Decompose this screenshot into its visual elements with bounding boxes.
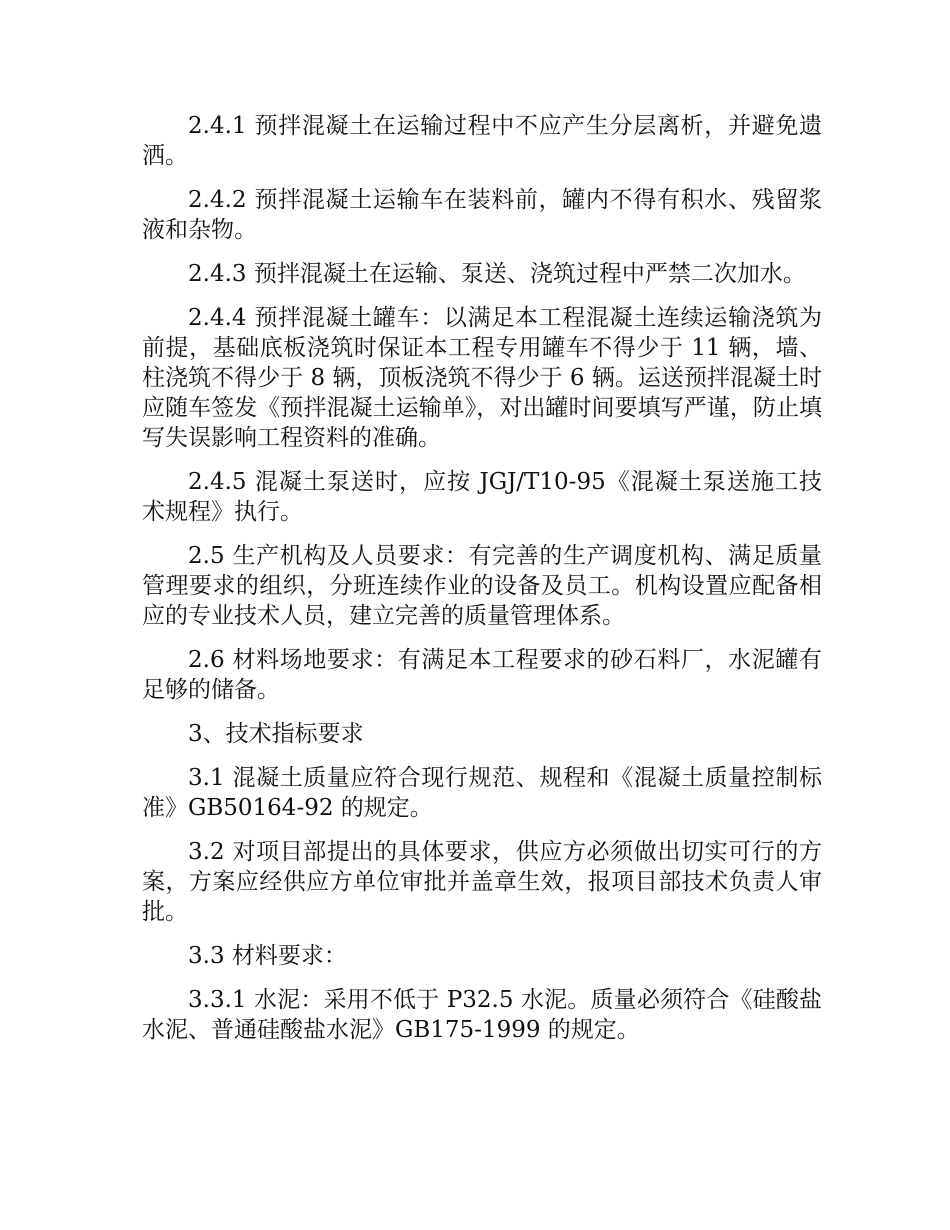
paragraph-2-4-4: 2.4.4 预拌混凝土罐车：以满足本工程混凝土连续运输浇筑为前提，基础底板浇筑时保证本工程专用罐车不得少于 11 辆，墙、柱浇筑不得少于 8 辆，顶板浇筑不得少于 6 辆。运送预拌混凝土时应随车签发《预拌混凝土运输单》，对出罐时间要填写严谨，防止填写失误影响工程资料的准确。: [142, 305, 822, 451]
paragraph-2-4-1: 2.4.1 预拌混凝土在运输过程中不应产生分层离析，并避免遗洒。: [142, 113, 822, 169]
document-body: [142, 111, 822, 1059]
paragraph-2-4-3: 2.4.3 预拌混凝土在运输、泵送、浇筑过程中严禁二次加水。: [188, 261, 806, 287]
paragraph-2-5: 2.5 生产机构及人员要求：有完善的生产调度机构、满足质量管理要求的组织，分班连续作业的设备及员工。机构设置应配备相应的专业技术人员，建立完善的质量管理体系。: [142, 543, 822, 629]
section-heading-3: 3、技术指标要求: [188, 721, 364, 747]
paragraph-3-1: 3.1 混凝土质量应符合现行规范、规程和《混凝土质量控制标准》GB50164-92 的规定。: [142, 765, 822, 821]
paragraph-3-2: 3.2 对项目部提出的具体要求，供应方必须做出切实可行的方案，方案应经供应方单位审批并盖章生效，报项目部技术负责人审批。: [142, 839, 822, 925]
paragraph-3-3-1: 3.3.1 水泥：采用不低于 P32.5 水泥。质量必须符合《硅酸盐水泥、普通硅酸盐水泥》GB175-1999 的规定。: [142, 987, 822, 1043]
paragraph-2-4-5: 2.4.5 混凝土泵送时，应按 JGJ/T10-95《混凝土泵送施工技术规程》执行。: [142, 469, 822, 525]
paragraph-2-6: 2.6 材料场地要求：有满足本工程要求的砂石料厂，水泥罐有足够的储备。: [142, 647, 822, 703]
paragraph-3-3: 3.3 材料要求：: [188, 943, 347, 969]
paragraph-2-4-2: 2.4.2 预拌混凝土运输车在装料前，罐内不得有积水、残留浆液和杂物。: [142, 187, 822, 243]
